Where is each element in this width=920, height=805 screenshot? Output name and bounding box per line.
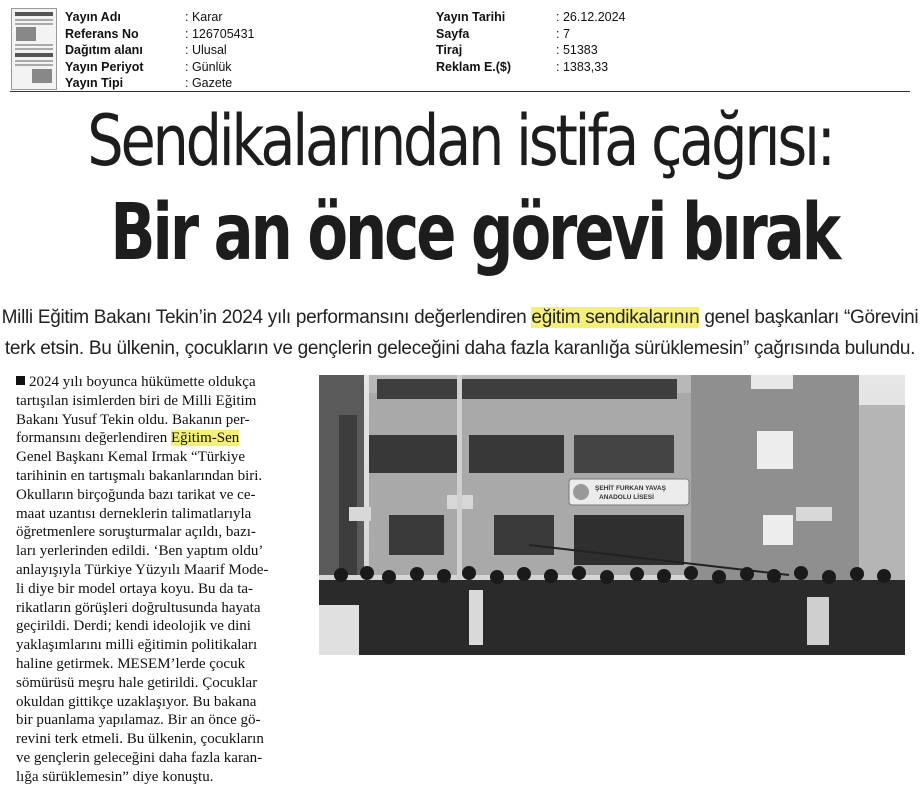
deck-highlight: eğitim sendikalarının [531, 307, 700, 328]
body-line: yaklaşımlarını milli eğitimin politikaları [16, 637, 258, 654]
body-line: ları yerlerinden edildi. ‘Ben yaptım oldu’ [16, 543, 264, 560]
body-line: haline getirmek. MESEM’lerde çocuk [16, 655, 246, 672]
body-line: revini terk etmeli. Bu ülkenin, çocukların [16, 731, 264, 748]
meta-label: Yayın Tipi [65, 76, 124, 90]
body-highlight: Eğitim-Sen [170, 430, 240, 447]
bullet-square [16, 376, 25, 385]
body-line: öğretmenlere soruşturmalar açıldı, bazı- [16, 524, 256, 541]
body-line: Okulların birçoğunda bazı tarikat ve ce- [16, 486, 256, 503]
meta-value: : Günlük [185, 59, 232, 74]
body-line: lığa sürüklemesin” diye konuştu. [16, 768, 214, 785]
body-line: bir puanlama yapılamaz. Bir an önce gö- [16, 712, 261, 729]
meta-value: : Karar [185, 10, 223, 24]
meta-label: Yayın Periyot [65, 59, 144, 74]
body-line: ve gençlerin geleceğini daha fazla karan- [16, 749, 263, 766]
headline-line-1: Sendikalarından istifa çağrısı: [87, 100, 833, 182]
meta-label: Yayın Adı [65, 10, 121, 24]
meta-value: : 1383,33 [556, 59, 609, 74]
metadata-left [65, 9, 255, 92]
article-body [16, 373, 316, 787]
body-line: maat uzantısı derneklerin talimatlarıyla [16, 505, 252, 522]
school-sign-line-2: ANADOLU LİSESİ [599, 494, 654, 501]
body-line: rikatların görüşleri doğrultusunda hayata [16, 599, 261, 616]
meta-value: : 51383 [556, 43, 598, 57]
deck-line-2: terk etsin. Bu ülkenin, çocukların ve gençlerin geleceğini daha fazla karanlığa sürüklemesin” çağrısında bulundu. [4, 338, 916, 359]
meta-label: Referans No [65, 26, 139, 41]
body-line: formansını değerlendiren [16, 430, 171, 447]
body-line: anlayışıyla Türkiye Yüzyılı Maarif Mode- [16, 561, 269, 578]
body-line: okuldan gittikçe uzaklaşıyor. Bu bakana [16, 693, 257, 710]
meta-value: : Ulusal [185, 43, 227, 57]
meta-value: : 7 [556, 26, 570, 41]
body-line: tartışılan isimlerden biri de Milli Eğitim [16, 392, 257, 409]
headline-line-2: Bir an önce görevi bırak [110, 188, 839, 278]
deck-text: Milli Eğitim Bakanı Tekin’in 2024 yılı performansını değerlendiren [1, 307, 532, 328]
meta-label: Sayfa [436, 26, 470, 41]
body-line: sömürüsü meşru hale getirildi. Çocuklar [16, 674, 258, 691]
meta-label: Reklam E.($) [436, 59, 512, 74]
meta-value: : 26.12.2024 [556, 10, 626, 24]
meta-label: Tiraj [436, 43, 463, 57]
meta-value: : Gazete [185, 76, 233, 90]
body-line: Bakanı Yusuf Tekin oldu. Bakanın per- [16, 411, 250, 428]
metadata-right [436, 9, 626, 75]
body-line: 2024 yılı boyunca hükümette oldukça [29, 374, 256, 390]
meta-label: Dağıtım alanı [65, 43, 143, 57]
deck-text: genel başkanları “Görevini [699, 307, 919, 328]
body-line: geçirildi. Derdi; kendi ideolojik ve dini [16, 618, 251, 635]
header-divider [10, 91, 910, 92]
school-photo [319, 375, 905, 655]
page-thumbnail [11, 8, 57, 90]
body-line: li diye bir model ortaya koyu. Bu da ta- [16, 580, 254, 597]
body-line: tarihinin en tartışmalı bakanlarından biri. [16, 467, 263, 484]
deck-line-1 [0, 303, 920, 333]
body-line: Genel Başkanı Kemal Irmak “Türkiye [16, 449, 246, 466]
meta-value: : 126705431 [185, 26, 255, 41]
school-sign-line-1: ŞEHİT FURKAN YAVAŞ [595, 485, 666, 492]
meta-label: Yayın Tarihi [436, 10, 506, 24]
